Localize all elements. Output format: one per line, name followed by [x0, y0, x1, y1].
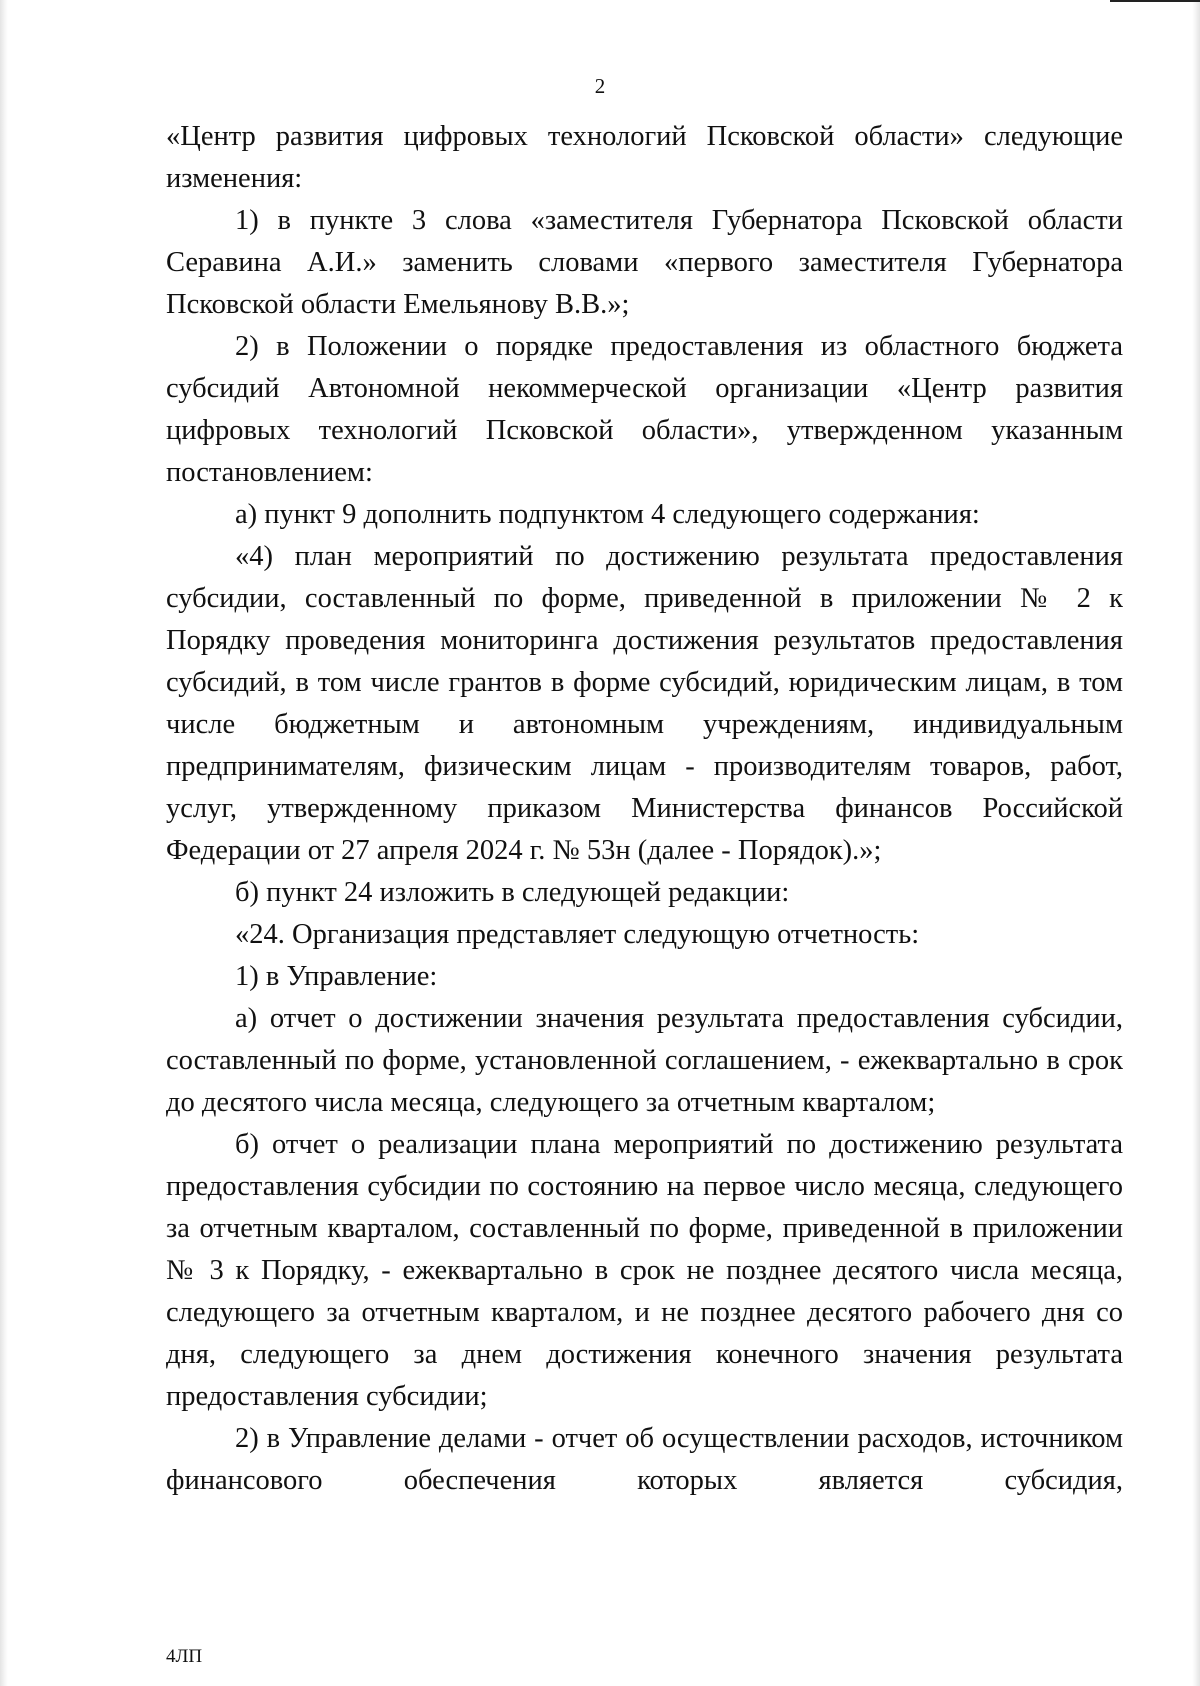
scan-edge-left [0, 0, 8, 1686]
paragraph-item-2: 2) в Положении о порядке предоставления из областного бюджета субсидий Автономной некоммерческой организации «Центр развития цифровых технологий Псковской области», утвержденном указанным постановлением: [166, 331, 1123, 488]
footer-code: 4ЛП [166, 1646, 203, 1667]
paragraph-quoted-item-4: «4) план мероприятий по достижению результата предоставления субсидии, составленный по форме, приведенной в приложении № 2 к Порядку проведения мониторинга достижения результатов предоставления субсидий, в том числе грантов в форме субсидий, юридическим лицам, в том числе бюджетным и автономным учреждениям, индивидуальным предпринимателям, физическим лицам - производителям товаров, работ, услуг, утвержденному приказом Министерства финансов Российской Федерации от 27 апреля 2024 г. № 53н (далее - Порядок).»; [166, 541, 1123, 866]
scan-top-mark [1110, 0, 1200, 2]
paragraph-item-1: 1) в пункте 3 слова «заместителя Губернатора Псковской области Серавина А.И.» заменить словами «первого заместителя Губернатора Псковской области Емельянову В.В.»; [166, 205, 1123, 320]
page-number: 2 [594, 74, 606, 98]
paragraph-to-department: 1) в Управление: [235, 961, 438, 992]
paragraph-continuation: «Центр развития цифровых технологий Псковской области» следующие изменения: [166, 121, 1123, 194]
paragraph-report-b: б) отчет о реализации плана мероприятий по достижению результата предоставления субсидии по состоянию на первое число месяца, следующего за отчетным кварталом, составленный по форме, приведенной в приложении № 3 к Порядку, - ежеквартально в срок не позднее десятого числа месяца, следующего за отчетным кварталом, и не позднее десятого рабочего дня со дня, следующего за днем достижения конечного значения результата предоставления субсидии; [166, 1129, 1123, 1412]
document-body [166, 116, 1123, 1502]
paragraph-report-a: а) отчет о достижении значения результата предоставления субсидии, составленный по форме, установленной соглашением, - ежеквартально в срок до десятого числа месяца, следующего за отчетным кварталом; [166, 1003, 1123, 1118]
paragraph-to-affairs-department: 2) в Управление делами - отчет об осуществлении расходов, источником финансового обеспечения которых является субсидия, [166, 1423, 1123, 1496]
paragraph-subitem-b: б) пункт 24 изложить в следующей редакции: [235, 877, 790, 908]
paragraph-subitem-a: а) пункт 9 дополнить подпунктом 4 следующего содержания: [235, 499, 980, 530]
paragraph-point-24: «24. Организация представляет следующую отчетность: [235, 919, 920, 950]
scan-edge-right [1192, 0, 1200, 1686]
